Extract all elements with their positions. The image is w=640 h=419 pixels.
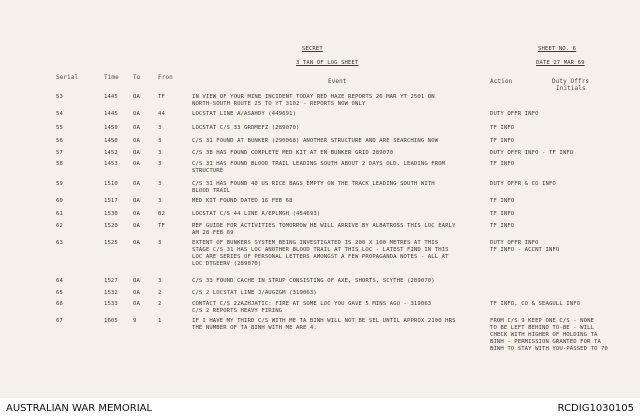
header-serial: Serial bbox=[56, 74, 79, 81]
action-cell bbox=[490, 240, 559, 254]
action-line: TF INFO - ACCNT INFO bbox=[490, 247, 560, 253]
action-line: CHECK WITH HIGHER OF HOLDING TA bbox=[490, 332, 598, 338]
action-line: TF INFO bbox=[490, 198, 515, 204]
action-cell bbox=[490, 161, 514, 168]
time-cell: 1450 bbox=[104, 125, 118, 131]
to-cell: 3 bbox=[158, 161, 162, 167]
event-line: NORTH-SOUTH ROUTE 25 TO YT 3102 - REPORTS NOW ONLY bbox=[192, 101, 366, 107]
action-cell bbox=[490, 150, 573, 157]
from-cell: OA bbox=[133, 125, 140, 131]
event-cell bbox=[192, 94, 435, 108]
from-cell: OA bbox=[133, 181, 140, 187]
action-line: TF INFO bbox=[490, 161, 515, 167]
sheet-number: SHEET NO. 6 bbox=[538, 46, 577, 52]
action-cell bbox=[490, 223, 514, 230]
action-cell bbox=[490, 301, 580, 308]
event-line: C/S 31 FOUND AT BUNKER (290068) ANOTHER STRUCTURE AND ARE SEARCHING NOW bbox=[192, 138, 439, 144]
action-line: TF INFO bbox=[490, 211, 515, 217]
serial-cell: 61 bbox=[56, 211, 63, 217]
event-line: LOC DTGEERV (289070) bbox=[192, 261, 262, 267]
from-cell: OA bbox=[133, 290, 140, 296]
event-cell bbox=[192, 198, 293, 205]
event-line: C/S 2 LOCSTAT LINE J/AUGZGM (319063) bbox=[192, 290, 317, 296]
time-cell: 1452 bbox=[104, 150, 118, 156]
event-line: C/S 3B HAS FOUND COMPLETE MED KIT AT EN BUNKER GRID 289070 bbox=[192, 150, 394, 156]
action-cell bbox=[490, 211, 514, 218]
event-cell bbox=[192, 278, 435, 285]
event-line: STRUCTURE bbox=[192, 168, 224, 174]
from-cell: OA bbox=[133, 211, 140, 217]
event-line: STAGE C/S 31 HAS LOC ANOTHER BLOOD TRAIL AT THIS LOC - LATEST FIND IN THIS bbox=[192, 247, 449, 253]
serial-cell: 59 bbox=[56, 181, 63, 187]
from-cell: OA bbox=[133, 161, 140, 167]
event-line: THE NUMBER OF TA BINH WITH ME ARE 4. bbox=[192, 325, 317, 331]
serial-cell: 54 bbox=[56, 111, 63, 117]
action-line: TO BE LEFT BEHIND TO-BE - WILL bbox=[490, 325, 595, 331]
to-cell: 3 bbox=[158, 150, 162, 156]
header-event: Event bbox=[328, 78, 347, 85]
header-to: To bbox=[133, 74, 141, 81]
footer-reference: RCDIG1030105 bbox=[557, 403, 634, 414]
time-cell: 1525 bbox=[104, 240, 118, 246]
action-cell bbox=[490, 318, 608, 353]
event-cell bbox=[192, 290, 317, 297]
serial-cell: 60 bbox=[56, 198, 63, 204]
time-cell: 1532 bbox=[104, 290, 118, 296]
from-cell: OA bbox=[133, 111, 140, 117]
to-cell: TF bbox=[158, 94, 165, 100]
serial-cell: 65 bbox=[56, 290, 63, 296]
from-cell: OA bbox=[133, 198, 140, 204]
event-line: C/S 33 FOUND CACHE IN STRUP CONSISTING OF AXE, SHORTS, SCYTHE (289070) bbox=[192, 278, 435, 284]
from-cell: 9 bbox=[133, 318, 137, 324]
to-cell: 1 bbox=[158, 318, 162, 324]
header-from: Fron bbox=[158, 74, 173, 81]
time-cell: 1445 bbox=[104, 111, 118, 117]
action-cell bbox=[490, 181, 556, 188]
from-cell: OA bbox=[133, 278, 140, 284]
action-line: DUTY OFFR INFO - TF INFO bbox=[490, 150, 574, 156]
event-cell bbox=[192, 150, 393, 157]
time-cell: 1605 bbox=[104, 318, 118, 324]
header-time: Time bbox=[104, 74, 119, 81]
action-line: TF INFO, CO & SEAGULL INFO bbox=[490, 301, 581, 307]
event-cell bbox=[192, 161, 445, 175]
header-action: Action bbox=[490, 78, 513, 85]
from-cell: OA bbox=[133, 94, 140, 100]
to-cell: 3 bbox=[158, 125, 162, 131]
event-line: LOCSTAT LINE A/ASAHDY (449691) bbox=[192, 111, 297, 117]
time-cell: 1520 bbox=[104, 223, 118, 229]
event-line: AM 28 FEB 69 bbox=[192, 230, 234, 236]
document-title: 3 TAN OF LOG SHEET bbox=[296, 60, 359, 66]
from-cell: OA bbox=[133, 150, 140, 156]
event-line: REF GUIDE FOR ACTIVITIES TOMORROW HE WILL ARRIVE BY ALBATROSS THIS LOC EARLY bbox=[192, 223, 456, 229]
serial-cell: 55 bbox=[56, 125, 63, 131]
event-cell bbox=[192, 181, 435, 195]
event-line: C/S 2 REPORTS HEAVY FIRING bbox=[192, 308, 283, 314]
action-line: DUTY OFFR INFO bbox=[490, 240, 539, 246]
serial-cell: 64 bbox=[56, 278, 63, 284]
document-date: DATE 27 MAR 69 bbox=[536, 60, 585, 66]
event-line: C/S 31 HAS FOUND 40 US RICE BAGS EMPTY ON THE TRACK LEADING SOUTH WITH bbox=[192, 181, 435, 187]
event-cell bbox=[192, 125, 300, 132]
from-cell: OA bbox=[133, 138, 140, 144]
event-line: BLOOD TRAIL bbox=[192, 188, 231, 194]
serial-cell: 67 bbox=[56, 318, 63, 324]
action-cell bbox=[490, 125, 514, 132]
time-cell: 1527 bbox=[104, 278, 118, 284]
event-cell bbox=[192, 211, 320, 218]
event-line: IF I HAVE MY THIRD C/S WITH ME TA BINH WILL NOT BE SEL UNTIL APPROX 2100 HRS bbox=[192, 318, 456, 324]
time-cell: 1530 bbox=[104, 211, 118, 217]
event-line: EXTENT OF BUNKERS SYSTEM BEING INVESTIGATED IS 200 X 100 METRES AT THIS bbox=[192, 240, 439, 246]
classification-heading: SECRET bbox=[302, 46, 323, 52]
to-cell: 3 bbox=[158, 198, 162, 204]
event-cell bbox=[192, 138, 438, 145]
event-line: LOC ARE SERIES OF PERSONAL LETTERS AMONGST A FEW PROPAGANDA NOTES - ALL AT bbox=[192, 254, 449, 260]
from-cell: OA bbox=[133, 301, 140, 307]
event-line: C/S 31 HAS FOUND BLOOD TRAIL LEADING SOUTH ABOUT 2 DAYS OLD, LEADING FROM bbox=[192, 161, 446, 167]
event-cell bbox=[192, 240, 449, 268]
event-line: CONTACT C/S 22AZHJATIC: FIRE AT SOME LOC YOU GAVE 5 MINS AGO - 319063 bbox=[192, 301, 432, 307]
action-line: TF INFO bbox=[490, 125, 515, 131]
to-cell: 44 bbox=[158, 111, 165, 117]
archive-footer bbox=[0, 398, 640, 419]
serial-cell: 58 bbox=[56, 161, 63, 167]
action-cell bbox=[490, 111, 539, 118]
serial-cell: 66 bbox=[56, 301, 63, 307]
to-cell: 3 bbox=[158, 138, 162, 144]
action-line: BINH - PERMISSION GRANTED FOR TA bbox=[490, 339, 601, 345]
serial-cell: 56 bbox=[56, 138, 63, 144]
to-cell: 3 bbox=[158, 278, 162, 284]
from-cell: OA bbox=[133, 240, 140, 246]
time-cell: 1517 bbox=[104, 198, 118, 204]
to-cell: 3 bbox=[158, 181, 162, 187]
time-cell: 1510 bbox=[104, 181, 118, 187]
serial-cell: 62 bbox=[56, 223, 63, 229]
header-duty-offrs: Duty Offrs bbox=[552, 78, 590, 85]
action-line: TF INFO bbox=[490, 223, 515, 229]
event-cell bbox=[192, 111, 296, 118]
action-cell bbox=[490, 138, 514, 145]
to-cell: 2 bbox=[158, 290, 162, 296]
event-line: LOCSTAT C/S 33 GRDMEFZ (289070) bbox=[192, 125, 300, 131]
action-line: BINH TO STAY WITH YOU-PASSED TO 70 bbox=[490, 346, 608, 352]
action-cell bbox=[490, 198, 514, 205]
serial-cell: 57 bbox=[56, 150, 63, 156]
time-cell: 1533 bbox=[104, 301, 118, 307]
time-cell: 1453 bbox=[104, 161, 118, 167]
action-line: TF INFO bbox=[490, 138, 515, 144]
header-initials: Initials bbox=[556, 85, 586, 92]
serial-cell: 63 bbox=[56, 240, 63, 246]
action-line: DUTY OFFR & CO INFO bbox=[490, 181, 556, 187]
action-line: FROM C/S 9 KEEP ONE C/S - NONE bbox=[490, 318, 595, 324]
event-line: LOCSTAT C/S 44 LINE A/EPLMGH (454693) bbox=[192, 211, 321, 217]
time-cell: 1445 bbox=[104, 94, 118, 100]
to-cell: 3 bbox=[158, 240, 162, 246]
serial-cell: 53 bbox=[56, 94, 63, 100]
time-cell: 1450 bbox=[104, 138, 118, 144]
to-cell: 82 bbox=[158, 211, 165, 217]
to-cell: 2 bbox=[158, 301, 162, 307]
from-cell: OA bbox=[133, 223, 140, 229]
to-cell: TF bbox=[158, 223, 165, 229]
event-cell bbox=[192, 318, 456, 332]
event-line: MED KIT FOUND DATED 16 FEB 68 bbox=[192, 198, 293, 204]
footer-institution: AUSTRALIAN WAR MEMORIAL bbox=[6, 403, 153, 414]
event-line: IN VIEW OF YOUR MINE INCIDENT TODAY RED HAZE REPORTS 26 MAR YT 2501 ON bbox=[192, 94, 435, 100]
action-line: DUTY OFFR INFO bbox=[490, 111, 539, 117]
event-cell bbox=[192, 301, 431, 315]
event-cell bbox=[192, 223, 456, 237]
